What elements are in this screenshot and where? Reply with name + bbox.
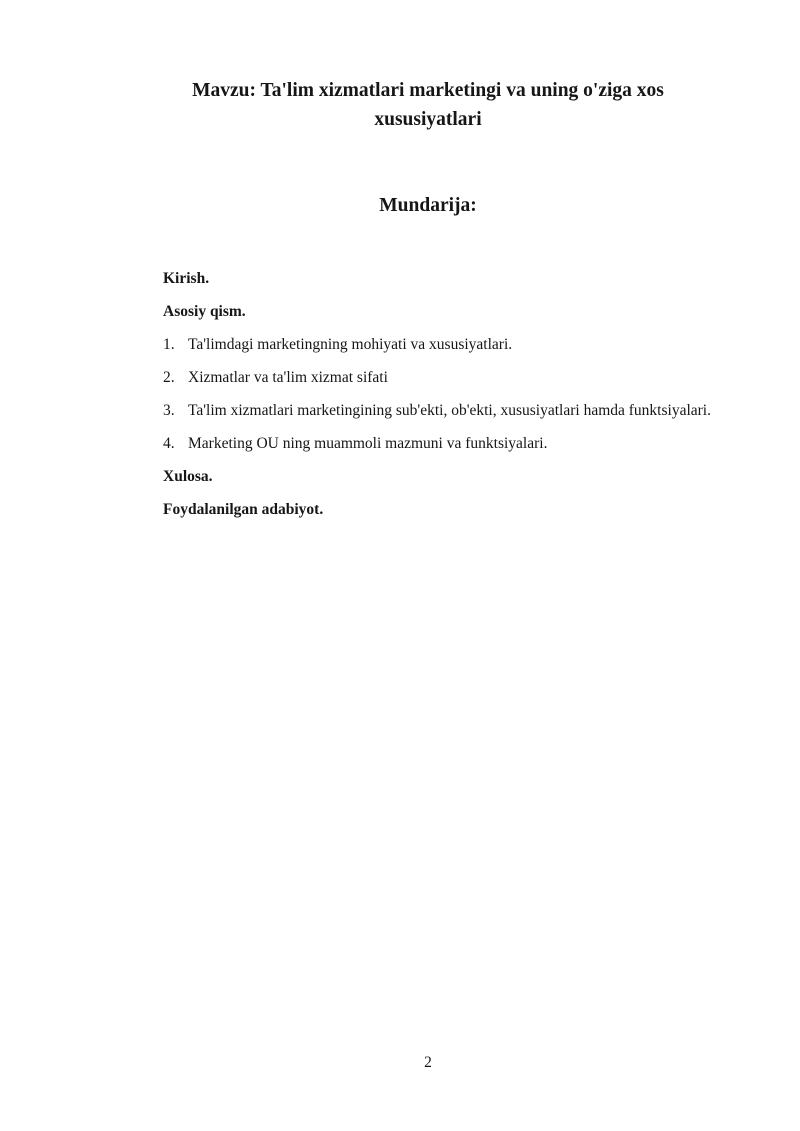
- document-title: Mavzu: Ta'lim xizmatlari marketingi va uning o'ziga xos xususiyatlari: [192, 80, 664, 130]
- section-label-foydalanilgan-adabiyot: Foydalanilgan adabiyot.: [163, 501, 324, 518]
- toc-item-text: Ta'lim xizmatlari marketingining sub'ekti, ob'ekti, xususiyatlari hamda funktsiyalari.: [188, 402, 711, 419]
- toc-item-text: Marketing OU ning muammoli mazmuni va funktsiyalari.: [188, 435, 548, 452]
- toc-item-number: 4.: [163, 435, 175, 452]
- toc-heading: Mundarija:: [379, 195, 477, 216]
- page-number: 2: [424, 1054, 432, 1071]
- toc-item-text: Ta'limdagi marketingning mohiyati va xususiyatlari.: [188, 336, 513, 353]
- toc-item-number: 1.: [163, 336, 175, 353]
- section-label-xulosa: Xulosa.: [163, 468, 213, 485]
- toc-item: [163, 427, 741, 460]
- toc-item: [163, 394, 741, 427]
- toc-list: [163, 328, 741, 460]
- section-label-kirish: Kirish.: [163, 270, 210, 287]
- toc-item: [163, 328, 741, 361]
- toc-item-number: 2.: [163, 369, 175, 386]
- toc-item-text: Xizmatlar va ta'lim xizmat sifati: [188, 369, 388, 386]
- table-of-contents: [163, 262, 741, 526]
- section-label-asosiy-qism: Asosiy qism.: [163, 303, 246, 320]
- toc-item-number: 3.: [163, 402, 175, 419]
- toc-item: [163, 361, 741, 394]
